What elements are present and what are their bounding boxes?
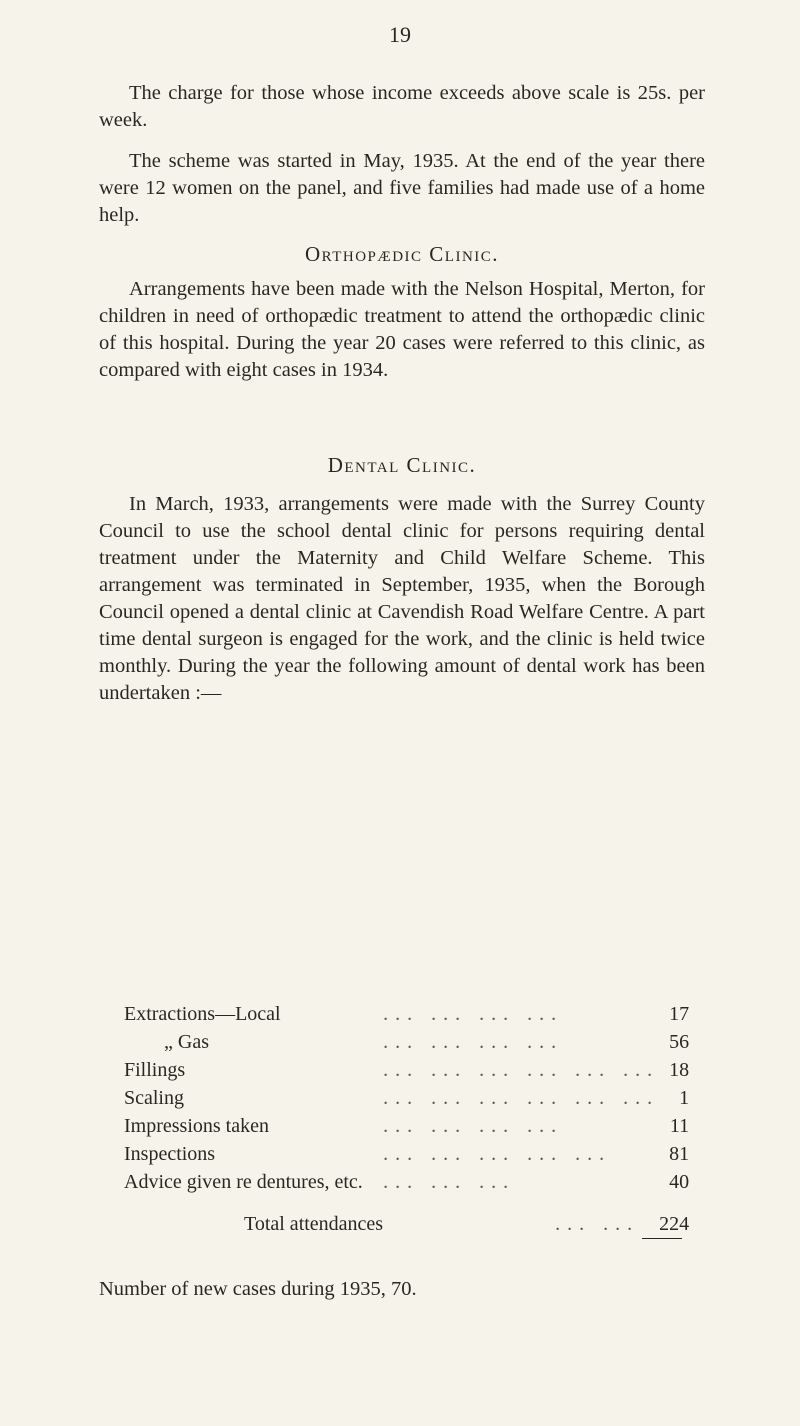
table-row <box>124 1000 689 1028</box>
page-number: 19 <box>389 22 411 47</box>
new-cases-line: Number of new cases during 1935, 70. <box>99 1278 417 1300</box>
row-label: Impressions taken <box>124 1115 269 1137</box>
row-value: 17 <box>669 1003 690 1025</box>
row-leader: ... ... ... ... ... <box>383 1143 612 1165</box>
orthopaedic-heading: Orthopædic Clinic. <box>304 242 500 266</box>
row-leader: ... ... ... ... <box>383 1003 564 1025</box>
row-value: 1 <box>679 1087 690 1109</box>
row-label: „ Gas <box>164 1031 209 1053</box>
charge-paragraph: The charge for those whose income exceeds above scale is 25s. per week. <box>99 82 705 131</box>
row-label: Extractions—Local <box>124 1003 281 1025</box>
charge-section <box>99 80 705 384</box>
dental-heading: Dental Clinic. <box>327 453 477 477</box>
total-rule <box>642 1238 682 1239</box>
row-value: 11 <box>669 1115 690 1137</box>
row-leader: ... ... ... ... ... ... <box>383 1087 660 1109</box>
row-label: Advice given re dentures, etc. <box>124 1171 363 1193</box>
row-label: Scaling <box>124 1087 184 1109</box>
total-label: Total attendances <box>244 1213 384 1235</box>
table-row <box>124 1084 689 1112</box>
dental-section <box>99 452 705 707</box>
total-leader: ... ... <box>555 1213 640 1235</box>
total-row <box>124 1196 689 1238</box>
row-value: 56 <box>669 1031 690 1053</box>
row-value: 81 <box>669 1143 690 1165</box>
table-row <box>124 1140 689 1168</box>
row-leader: ... ... ... <box>383 1171 516 1193</box>
row-value: 18 <box>669 1059 690 1081</box>
dental-work-table <box>124 1000 689 1238</box>
row-label: Fillings <box>124 1059 186 1081</box>
new-cases-wrapper <box>99 1276 705 1303</box>
total-value: 224 <box>659 1213 690 1235</box>
row-leader: ... ... ... ... <box>383 1115 564 1137</box>
table-row <box>124 1112 689 1140</box>
orthopaedic-paragraph: Arrangements have been made with the Nelson Hospital, Merton, for children in need of orthopædic treatment to attend the orthopædic clinic of this hospital. During the year 20 cases were referred to this clinic, as compared with eight cases in 1934. <box>99 278 705 381</box>
dental-paragraph: In March, 1933, arrangements were made with the Surrey County Council to use the school dental clinic for persons requiring dental treatment under the Maternity and Child Welfare Scheme. This arrangement was terminated in September, 1935, when the Borough Council opened a dental clinic at Cavendish Road Welfare Centre. A part time dental surgeon is engaged for the work, and the clinic is held twice monthly. During the year the following amount of dental work has been undertaken :— <box>99 493 705 704</box>
row-leader: ... ... ... ... <box>383 1031 564 1053</box>
scheme-paragraph: The scheme was started in May, 1935. At the end of the year there were 12 women on the panel, and five families had made use of a home help. <box>99 150 705 226</box>
table-row <box>124 1056 689 1084</box>
row-value: 40 <box>669 1171 690 1193</box>
row-label: Inspections <box>124 1143 216 1165</box>
row-leader: ... ... ... ... ... ... <box>383 1059 660 1081</box>
table-row <box>124 1028 689 1056</box>
table-row <box>124 1168 689 1196</box>
